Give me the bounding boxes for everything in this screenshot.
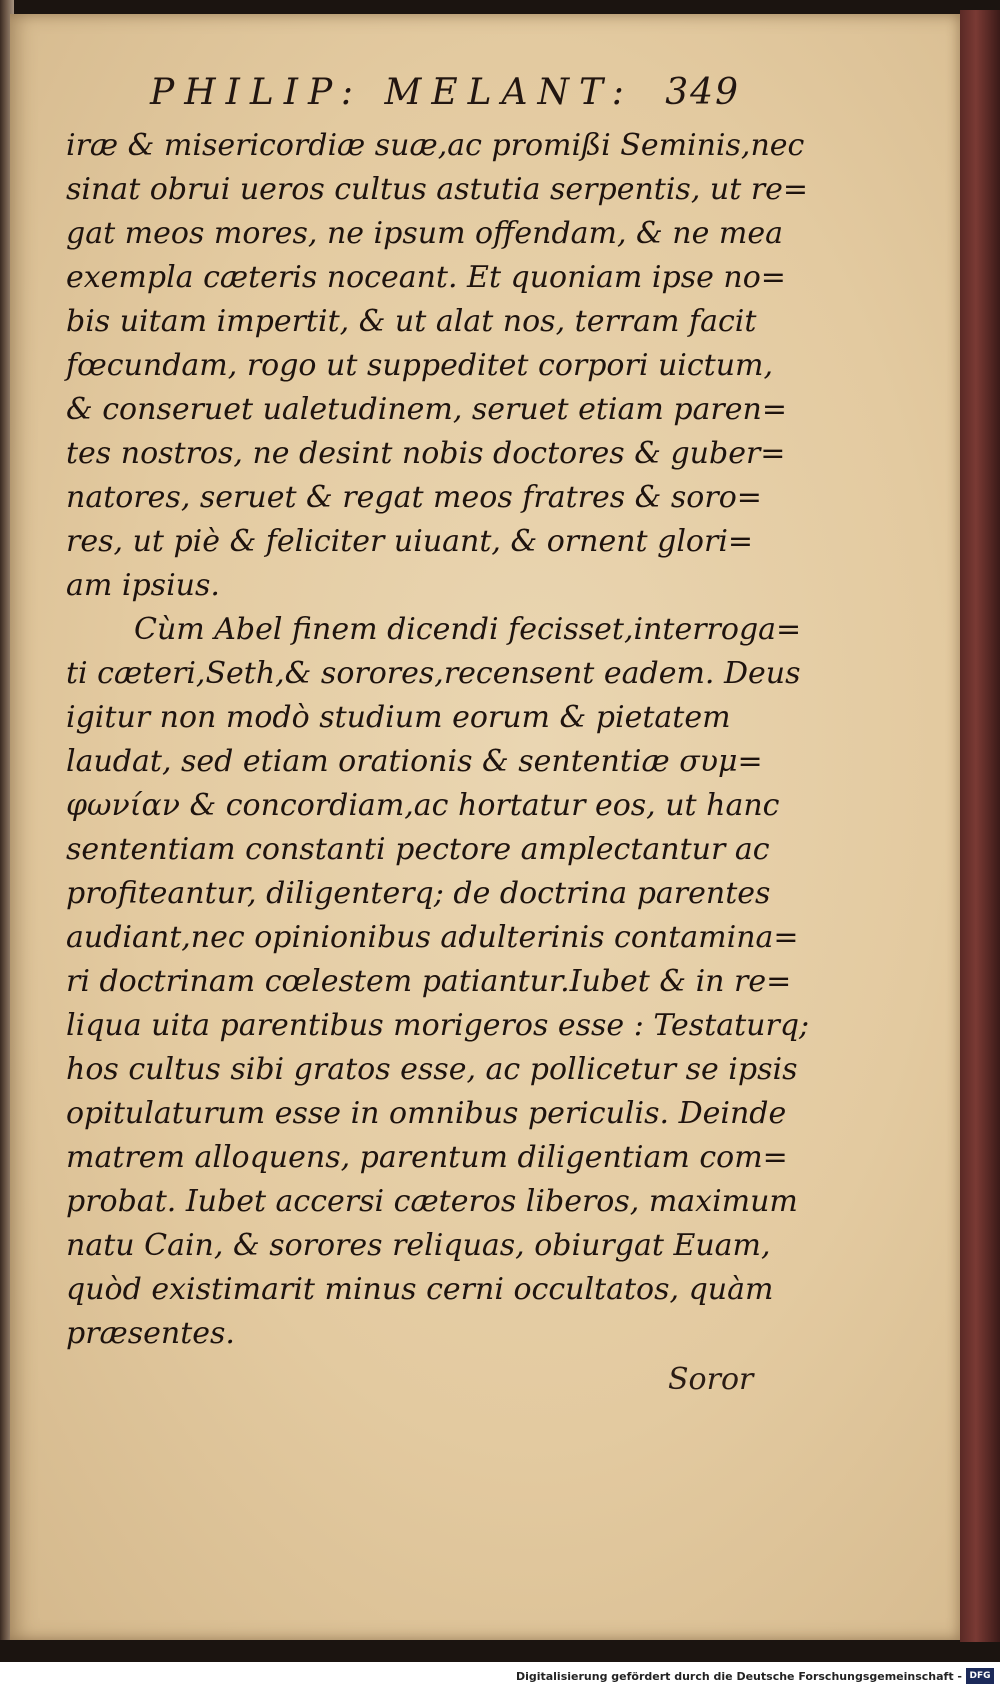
- text-line: exempla cæteris noceant. Et quoniam ipse no=: [66, 260, 786, 295]
- text-line: sententiam constanti pectore amplectantur ac: [66, 832, 770, 867]
- text-line: sinat obrui ueros cultus astutia serpentis, ut re=: [66, 172, 809, 207]
- text-line: quòd existimarit minus cerni occultatos, quàm: [66, 1272, 774, 1307]
- text-line: audiant,nec opinionibus adulterinis contamina=: [66, 920, 799, 955]
- text-line: liqua uita parentibus morigeros esse : Testaturq;: [66, 1008, 810, 1043]
- text-line: natores, seruet & regat meos fratres & soro=: [66, 480, 762, 515]
- catchword: Soror: [668, 1362, 754, 1397]
- running-head-title: PHILIP: MELANT:: [150, 72, 634, 113]
- text-line: φωνίαν & concordiam,ac hortatur eos, ut hanc: [66, 788, 780, 823]
- text-line: ri doctrinam cœlestem patiantur.Iubet & in re=: [66, 964, 792, 999]
- page-number: 349: [665, 72, 740, 113]
- dfg-logo: DFG: [966, 1668, 994, 1684]
- text-line: & conseruet ualetudinem, seruet etiam paren=: [66, 392, 787, 427]
- page-edge-cover: [960, 10, 1000, 1642]
- text-line: iræ & misericordiæ suæ,ac promißi Seminis,nec: [66, 128, 805, 163]
- text-line: fœcundam, rogo ut suppeditet corpori uictum,: [66, 348, 774, 383]
- text-line: opitulaturum esse in omnibus periculis. Deinde: [66, 1096, 787, 1131]
- running-head: [150, 72, 740, 122]
- text-line: igitur non modò studium eorum & pietatem: [66, 700, 731, 735]
- digitization-credit: Digitalisierung gefördert durch die Deutsche Forschungsgemeinschaft -: [515, 1670, 962, 1683]
- text-line: gat meos mores, ne ipsum offendam, & ne mea: [66, 216, 783, 251]
- text-line: natu Cain, & sorores reliquas, obiurgat Euam,: [66, 1228, 771, 1263]
- text-line: ti cæteri,Seth,& sorores,recensent eadem. Deus: [66, 656, 801, 691]
- text-line: hos cultus sibi gratos esse, ac pollicetur se ipsis: [66, 1052, 798, 1087]
- body-text: [66, 124, 810, 1356]
- paragraph-first-line: Cùm Abel finem dicendi fecisset,interroga=: [134, 612, 802, 647]
- text-line: probat. Iubet accersi cæteros liberos, maximum: [66, 1184, 798, 1219]
- text-line: am ipsius.: [66, 568, 220, 603]
- text-line: præsentes.: [66, 1316, 235, 1351]
- text-line: profiteantur, diligenterq; de doctrina parentes: [66, 876, 771, 911]
- text-line: tes nostros, ne desint nobis doctores & guber=: [66, 436, 786, 471]
- text-line: bis uitam impertit, & ut alat nos, terram facit: [66, 304, 757, 339]
- text-line: res, ut piè & feliciter uiuant, & ornent glori=: [66, 524, 754, 559]
- text-line: laudat, sed etiam orationis & sententiæ συμ=: [66, 744, 763, 779]
- text-line: matrem alloquens, parentum diligentiam com=: [66, 1140, 788, 1175]
